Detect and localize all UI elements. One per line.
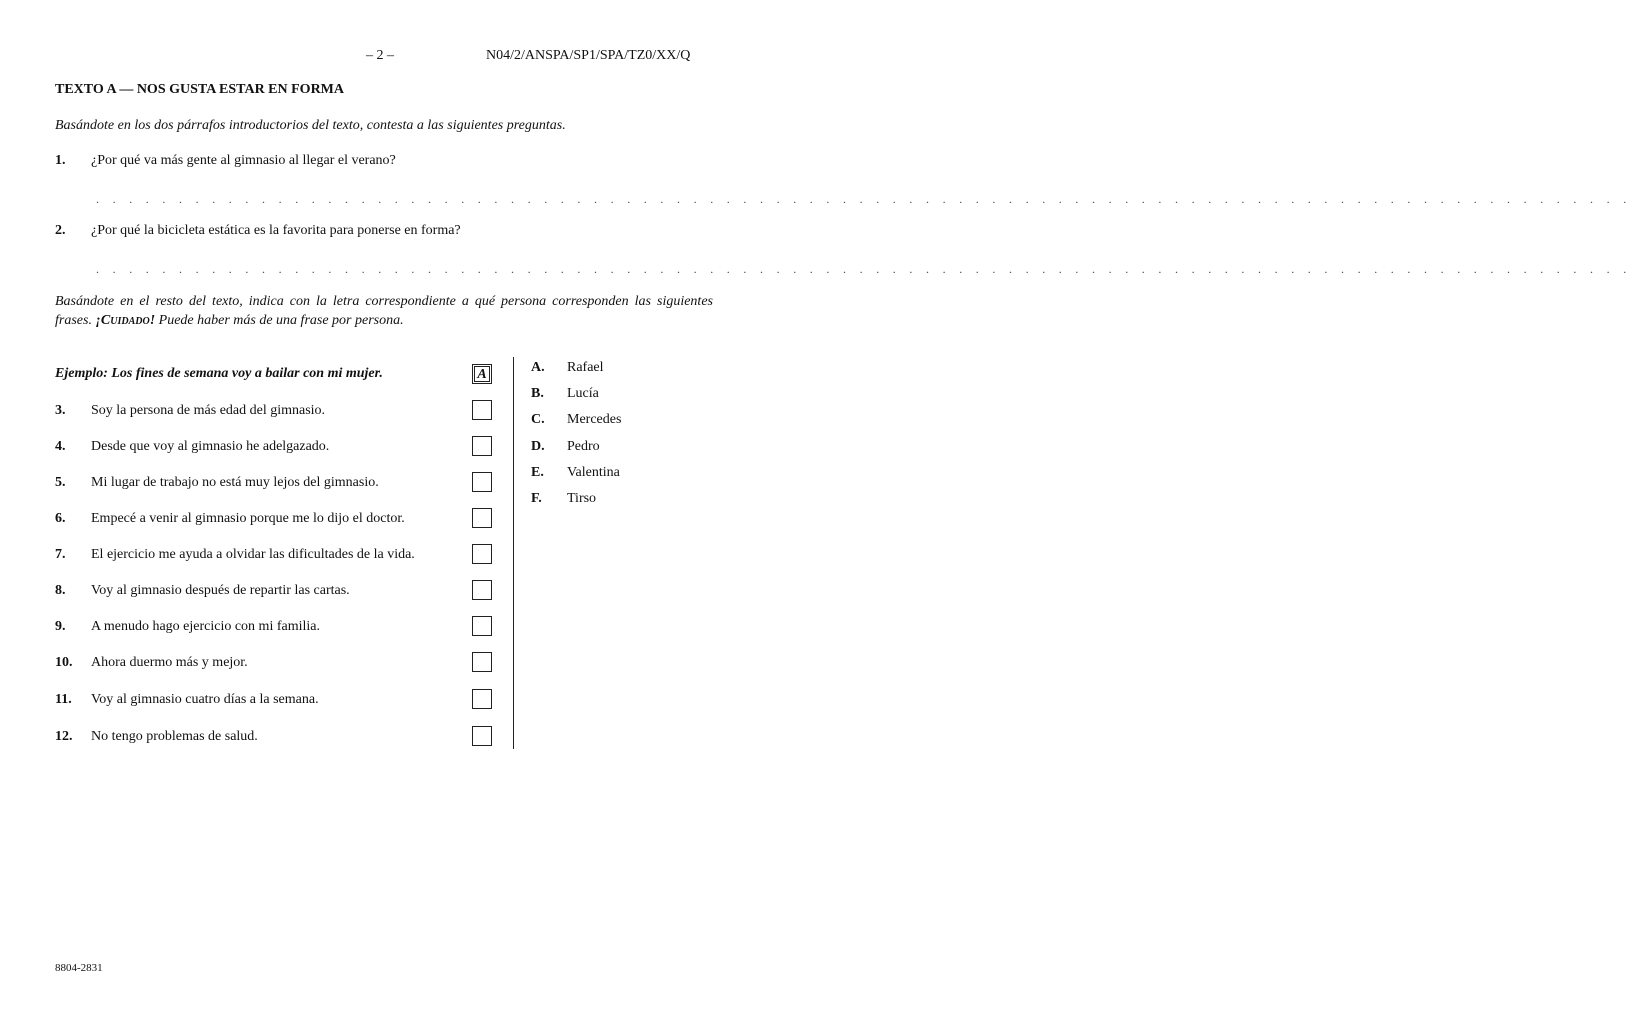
option-name: Rafael (567, 360, 604, 375)
option-letter: C. (531, 412, 545, 427)
question-number: 4. (55, 439, 66, 454)
example-answer-box: A (472, 364, 492, 384)
option-letter: E. (531, 465, 544, 480)
question-text: El ejercicio me ayuda a olvidar las dificultades de la vida. (91, 547, 415, 562)
option-letter: A. (531, 360, 545, 375)
question-number: 9. (55, 619, 66, 634)
answer-line[interactable]: . . . . . . . . . . . . . . . . . . . . . . . . . . . . . . . . . . . . . . . . . . . . . . . . . . . . . . . . . . . . . . . . . . . . . . . . . . . . . . . . . . . . . . . . . . . . . (96, 192, 1632, 206)
instructions-matching-note: Puede haber más de una frase por persona. (158, 313, 404, 328)
instructions-matching (55, 292, 713, 330)
option-letter: B. (531, 386, 544, 401)
page-number: – 2 – (366, 48, 394, 63)
option-name: Valentina (567, 465, 620, 480)
option-name: Mercedes (567, 412, 622, 427)
instructions-matching-text: Basándote en el resto del texto, indica con la letra correspondiente a qué persona corresponden las siguientes frases. (55, 294, 713, 328)
answer-box[interactable] (472, 400, 492, 420)
question-text: Desde que voy al gimnasio he adelgazado. (91, 439, 330, 454)
option-name: Tirso (567, 491, 597, 506)
instructions-intro: Basándote en los dos párrafos introductorios del texto, contesta a las siguientes preguntas. (55, 118, 566, 133)
question-number: 5. (55, 475, 66, 490)
option-name: Pedro (567, 439, 600, 454)
question-number: 11. (55, 692, 72, 707)
question-number: 3. (55, 403, 66, 418)
answer-box[interactable] (472, 544, 492, 564)
question-text: Voy al gimnasio cuatro días a la semana. (91, 692, 319, 707)
answer-box[interactable] (472, 436, 492, 456)
question-text: Voy al gimnasio después de repartir las cartas. (91, 583, 350, 598)
question-number: 12. (55, 729, 73, 744)
answer-box[interactable] (472, 508, 492, 528)
question-text: No tengo problemas de salud. (91, 729, 258, 744)
question-text: Empecé a venir al gimnasio porque me lo dijo el doctor. (91, 511, 405, 526)
question-text: Soy la persona de más edad del gimnasio. (91, 403, 326, 418)
document-code: N04/2/ANSPA/SP1/SPA/TZ0/XX/Q (486, 48, 691, 63)
option-name: Lucía (567, 386, 599, 401)
caution-label: ¡Cuidado! (95, 313, 156, 328)
question-number: 6. (55, 511, 66, 526)
question-number: 1. (55, 153, 66, 168)
answer-box[interactable] (472, 689, 492, 709)
footer-code: 8804-2831 (55, 962, 103, 974)
answer-box[interactable] (472, 472, 492, 492)
question-number: 7. (55, 547, 66, 562)
column-divider (513, 357, 514, 749)
question-number: 8. (55, 583, 66, 598)
question-text: ¿Por qué la bicicleta estática es la favorita para ponerse en forma? (91, 223, 461, 238)
question-text: Ahora duermo más y mejor. (91, 655, 248, 670)
section-title: TEXTO A — NOS GUSTA ESTAR EN FORMA (55, 82, 345, 97)
answer-box[interactable] (472, 726, 492, 746)
question-text: Mi lugar de trabajo no está muy lejos del gimnasio. (91, 475, 379, 490)
option-letter: F. (531, 491, 542, 506)
answer-box[interactable] (472, 580, 492, 600)
example-sentence: Ejemplo: Los fines de semana voy a bailar con mi mujer. (55, 366, 383, 381)
option-letter: D. (531, 439, 545, 454)
answer-box[interactable] (472, 616, 492, 636)
answer-line[interactable]: . . . . . . . . . . . . . . . . . . . . . . . . . . . . . . . . . . . . . . . . . . . . . . . . . . . . . . . . . . . . . . . . . . . . . . . . . . . . . . . . . . . . . . . . . . . . . (96, 262, 1632, 276)
question-number: 10. (55, 655, 73, 670)
question-text: A menudo hago ejercicio con mi familia. (91, 619, 320, 634)
question-number: 2. (55, 223, 66, 238)
answer-box[interactable] (472, 652, 492, 672)
question-text: ¿Por qué va más gente al gimnasio al llegar el verano? (91, 153, 396, 168)
